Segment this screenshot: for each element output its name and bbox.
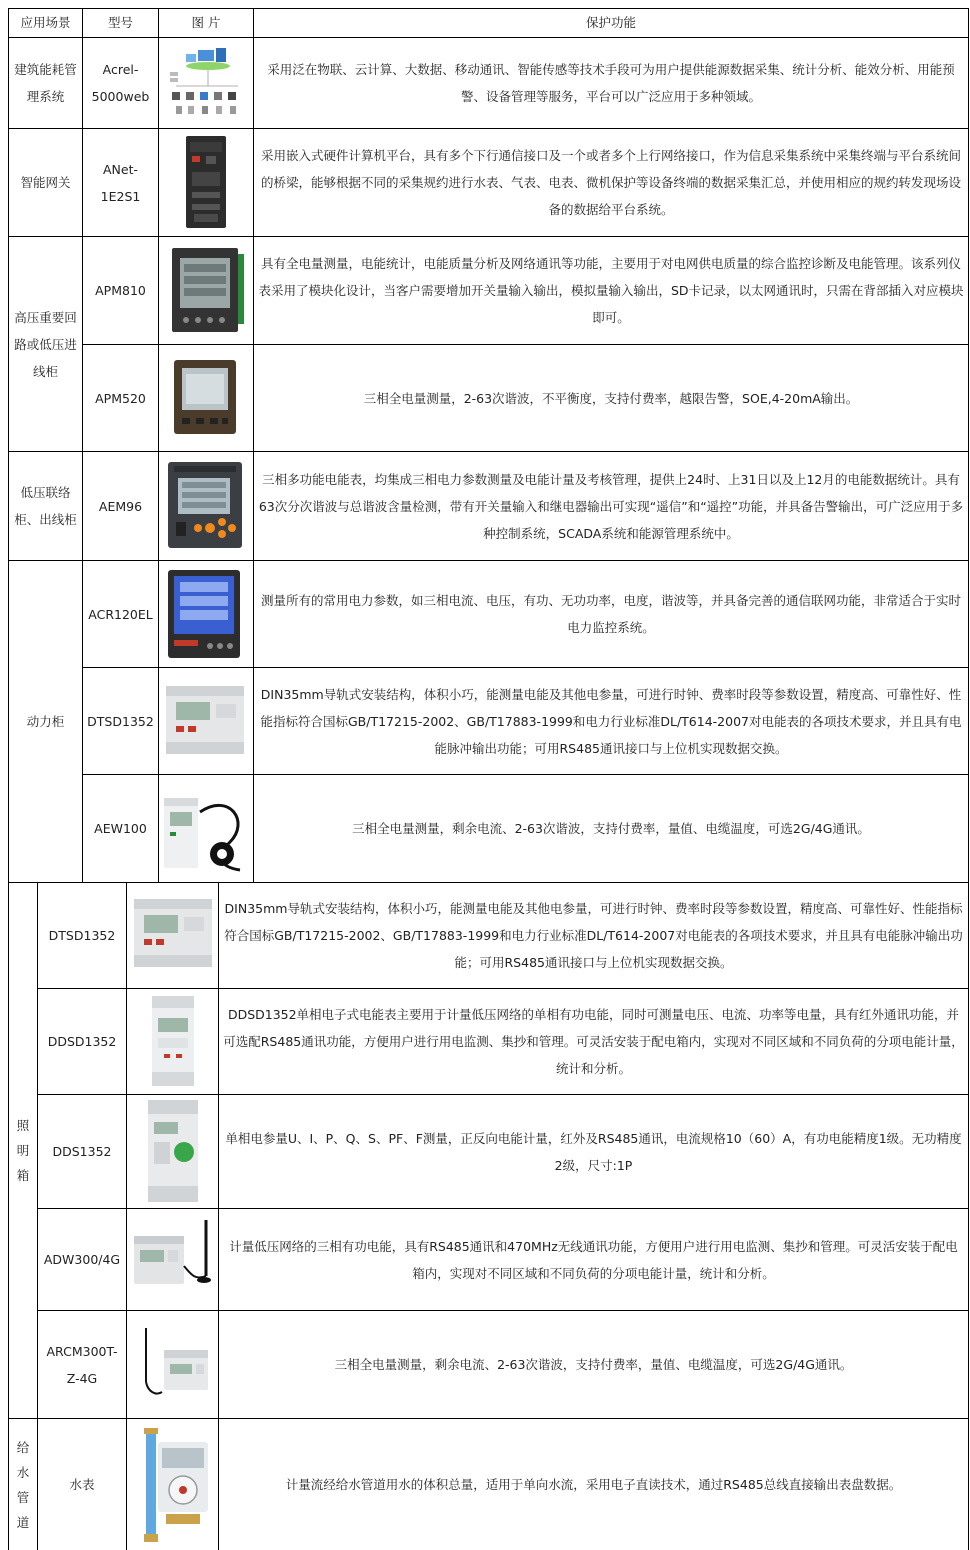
model-cell: APM810 — [95, 283, 146, 298]
function-cell: 单相电参量U、I、P、Q、S、PF、F测量，正反向电能计量，红外及RS485通讯，电流规格10（60）A，有功电能精度1级。无功精度2级，尺寸:1P — [225, 1130, 962, 1173]
model-cell: DDS1352 — [52, 1144, 112, 1159]
function-cell: DIN35mm导轨式安装结构，体积小巧，能测量电能及其他电参量，可进行时钟、费率时段等参数设置，精度高、可靠性好、性能指标符合国标GB/T17215-2002、GB/T17883-1999和电力行业标准DL/T614-2007对电能表的各项技术要求，并且具有电能脉冲输出功能；可用RS485通讯接口与上位机实现数据交换。 — [260, 686, 962, 756]
scene-building-energy: 建筑能耗管理系统 — [14, 62, 77, 104]
function-cell: 计量流经给水管道用水的体积总量，适用于单向水流，采用电子直读技术，通过RS485总线直接输出表盘数据。 — [285, 1477, 902, 1492]
model-cell: APM520 — [95, 390, 146, 406]
function-cell: DIN35mm导轨式安装结构，体积小巧，能测量电能及其他电参量，可进行时钟、费率时段等参数设置，精度高、可靠性好、性能指标符合国标GB/T17215-2002、GB/T17883-1999和电力行业标准DL/T614-2007对电能表的各项技术要求，并且具有电能脉冲输出功能；可用RS485通讯接口与上位机实现数据交换。 — [224, 901, 963, 970]
model-cell: ARCM300T-Z-4G — [46, 1343, 118, 1386]
aem96-meter-image — [164, 458, 248, 554]
header-scene: 应用场景 — [20, 14, 71, 30]
arcm300t-device-image — [132, 1322, 212, 1408]
aew100-device-image — [160, 782, 250, 878]
function-cell: 具有全电量测量，电能统计，电能质量分析及网络通讯等功能，主要用于对电网供电质量的综合监控诊断及电能管理。该系列仪表采用了模块化设计，当客户需要增加开关量输入输出，模拟量输入输出，SD卡记录，以太网通讯时，只需在背部插入对应模块即可。 — [258, 256, 964, 325]
function-cell: 采用泛在物联、云计算、大数据、移动通讯、智能传感等技术手段可为用户提供能源数据采集、统计分析、能效分析、用能预警、设备管理等服务，平台可以广泛应用于多种领域。 — [267, 62, 955, 104]
header-model: 型号 — [107, 14, 133, 30]
function-cell: 计量低压网络的三相有功电能，具有RS485通讯和470MHz无线通讯功能，方便用户进行用电监测、集抄和管理。可灵活安装于配电箱内，实现对不同区域和不同负荷的分项电能计量，统计和分析。 — [229, 1238, 958, 1281]
dds1352-meter-image — [138, 1096, 210, 1206]
function-cell: 三相多功能电能表，均集成三相电力参数测量及电能计量及考核管理，提供上24时、上31日以及上12月的电能数据统计。具有63次分次谐波与总谐波含量检测，带有开关量输入和继电器输出可实现“遥信”和“遥控”功能，并具备告警输出，可广泛应用于多种控制系统，SCADA系统和能源管理系统中。 — [258, 471, 964, 541]
scene-low-voltage-tie: 低压联络柜、出线柜 — [14, 485, 77, 527]
model-cell: DDSD1352 — [47, 1034, 117, 1049]
header-function: 保护功能 — [585, 14, 636, 30]
header-picture: 图 片 — [191, 14, 221, 30]
function-cell: 三相全电量测量，2-63次谐波，不平衡度，支持付费率，越限告警，SOE,4-20mA输出。 — [363, 390, 859, 406]
model-cell: Acrel-5000web — [91, 62, 150, 104]
dtsd1352-meter-image — [162, 680, 248, 760]
acr120el-meter-image — [164, 566, 244, 662]
model-cell: 水表 — [69, 1477, 95, 1492]
scene-smart-gateway: 智能网关 — [20, 175, 71, 190]
model-cell: ADW300/4G — [43, 1252, 121, 1267]
apm520-meter-image — [170, 356, 240, 438]
function-cell: 测量所有的常用电力参数，如三相电流、电压，有功、无功功率，电度，谐波等，并具备完善的通信联网功能，非常适合于实时电力监控系统。 — [260, 593, 961, 635]
gateway-device-image — [176, 134, 236, 232]
model-cell: DTSD1352 — [48, 928, 116, 943]
scene-lighting-box: 照明箱 — [16, 1118, 30, 1183]
water-meter-image — [136, 1424, 212, 1546]
scene-water-pipe: 给水管道 — [16, 1439, 30, 1530]
apm810-meter-image — [166, 244, 246, 338]
function-cell: 采用嵌入式硬件计算机平台，具有多个下行通信接口及一个或者多个上行网络接口，作为信息采集系统中采集终端与平台系统间的桥梁，能够根据不同的采集规约进行水表、气表、电表、微机保护等设备终端的数据采集汇总，并使用相应的规约转发现场设备的数据给平台系统。 — [260, 148, 961, 217]
model-cell: AEM96 — [98, 498, 143, 514]
scene-high-voltage-incoming: 高压重要回路或低压进线柜 — [14, 309, 77, 379]
model-cell: ANet-1E2S1 — [100, 161, 141, 204]
scene-power-cabinet: 动力柜 — [26, 714, 65, 729]
function-cell: 三相全电量测量，剩余电流、2-63次谐波，支持付费率，量值、电缆温度，可选2G/4G通讯。 — [334, 1357, 853, 1372]
function-cell: DDSD1352单相电子式电能表主要用于计量低压网络的单相有功电能，同时可测量电压、电流、功率等电量，具有红外通讯功能，并可选配RS485通讯功能，方便用户进行用电监测、集抄和管理。可灵活安装于配电箱内，实现对不同区域和不同负荷的分项电能计量，统计和分析。 — [223, 1007, 964, 1076]
ddsd1352-meter-image — [146, 992, 200, 1090]
function-cell: 三相全电量测量，剩余电流、2-63次谐波，支持付费率，量值、电缆温度，可选2G/4G通讯。 — [352, 821, 870, 836]
model-cell: ACR120EL — [88, 606, 153, 622]
dtsd1352-meter-image — [132, 893, 214, 973]
system-diagram-image — [164, 44, 246, 124]
adw300-device-image — [130, 1216, 214, 1304]
model-cell: DTSD1352 — [87, 713, 154, 729]
model-cell: AEW100 — [94, 821, 147, 836]
